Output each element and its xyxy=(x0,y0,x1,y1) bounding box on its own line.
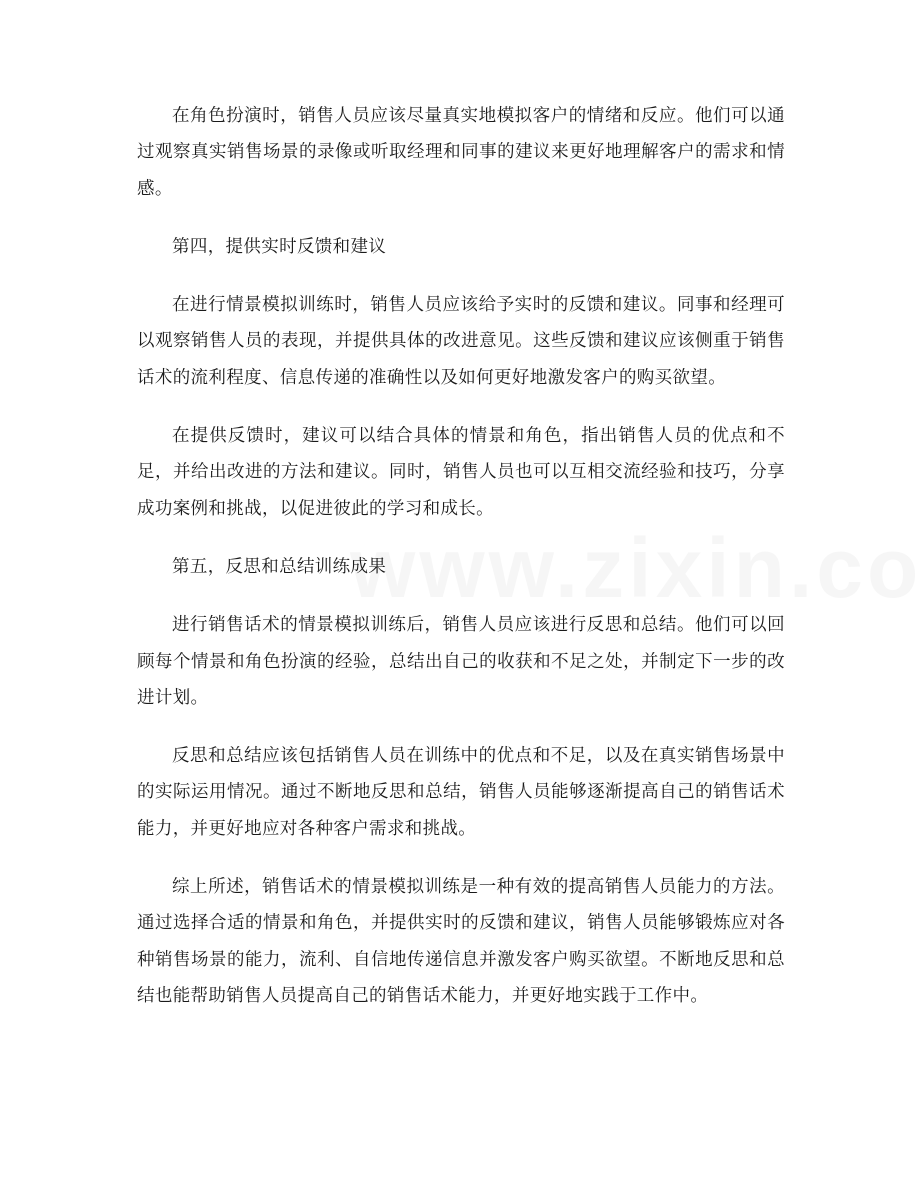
paragraph-reflection-1: 进行销售话术的情景模拟训练后，销售人员应该进行反思和总结。他们可以回顾每个情景和角色扮演的经验，总结出自己的收获和不足之处，并制定下一步的改进计划。 xyxy=(137,615,785,708)
document-page xyxy=(137,98,785,1036)
section-heading-4: 第四，提供实时反馈和建议 xyxy=(172,236,387,257)
paragraph-conclusion: 综上所述，销售话术的情景模拟训练是一种有效的提高销售人员能力的方法。通过选择合适的情景和角色，并提供实时的反馈和建议，销售人员能够锻炼应对各种销售场景的能力，流利、自信地传递信息并激发客户购买欲望。不断地反思和总结也能帮助销售人员提高自己的销售话术能力，并更好地实践于工作中。 xyxy=(137,877,785,1006)
paragraph-feedback-1: 在进行情景模拟训练时，销售人员应该给予实时的反馈和建议。同事和经理可以观察销售人员的表现，并提供具体的改进意见。这些反馈和建议应该侧重于销售话术的流利程度、信息传递的准确性以及如何更好地激发客户的购买欲望。 xyxy=(137,295,785,388)
paragraph-reflection-2: 反思和总结应该包括销售人员在训练中的优点和不足，以及在真实销售场景中的实际运用情况。通过不断地反思和总结，销售人员能够逐渐提高自己的销售话术能力，并更好地应对各种客户需求和挑战。 xyxy=(137,746,785,839)
paragraph-feedback-2: 在提供反馈时，建议可以结合具体的情景和角色，指出销售人员的优点和不足，并给出改进的方法和建议。同时，销售人员也可以互相交流经验和技巧，分享成功案例和挑战，以促进彼此的学习和成长。 xyxy=(137,426,785,519)
section-heading-5: 第五，反思和总结训练成果 xyxy=(172,556,387,577)
paragraph-role-play: 在角色扮演时，销售人员应该尽量真实地模拟客户的情绪和反应。他们可以通过观察真实销售场景的录像或听取经理和同事的建议来更好地理解客户的需求和情感。 xyxy=(137,106,785,199)
